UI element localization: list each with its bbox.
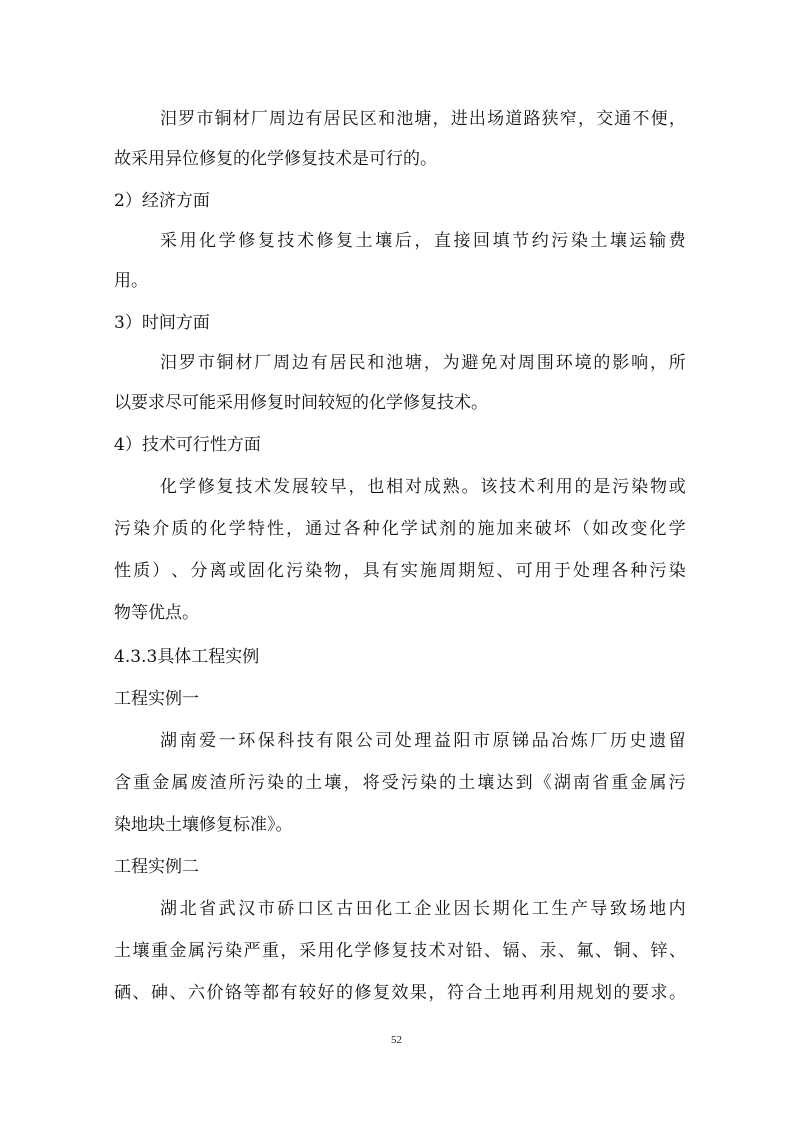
section-heading: 2）经济方面 [114, 191, 210, 211]
paragraph-line: 性 质 ） 、 分 离 或 固 化 污 染 物 ， 具 有 实 施 周 期 短 、 可 用 于 处 理 各 种 污 染 [114, 561, 686, 581]
paragraph-line: 污 染 介 质 的 化 学 特 性 ， 通 过 各 种 化 学 试 剂 的 施 加 来 破 坏 （ 如 改 变 化 学 [114, 519, 686, 539]
section-heading: 3）时间方面 [114, 313, 210, 333]
subsection-heading: 工程实例一 [114, 689, 199, 709]
paragraph-line: 染地块土壤修复标准》。 [114, 815, 293, 835]
paragraph-line: 采 用 化 学 修 复 技 术 修 复 土 壤 后 ， 直 接 回 填 节 约 污 染 土 壤 运 输 费 [160, 231, 686, 251]
paragraph-line: 化 学 修 复 技 术 发 展 较 早 ， 也 相 对 成 熟 。 该 技 术 利 用 的 是 污 染 物 或 [160, 477, 686, 497]
paragraph-line: 用。 [114, 271, 148, 291]
page-number: 52 [391, 1034, 402, 1046]
paragraph-line: 汨 罗 市 铜 材 厂 周 边 有 居 民 和 池 塘 ， 为 避 免 对 周 围 环 境 的 影 响 ， 所 [160, 353, 686, 373]
paragraph-line: 湖 南 爱 一 环 保 科 技 有 限 公 司 处 理 益 阳 市 原 锑 品 冶 炼 厂 历 史 遗 留 [160, 731, 686, 751]
paragraph-line: 湖 北 省 武 汉 市 硚 口 区 古 田 化 工 企 业 因 长 期 化 工 生 产 导 致 场 地 内 [160, 899, 686, 919]
paragraph-line: 汨 罗 市 铜 材 厂 周 边 有 居 民 区 和 池 塘 ， 进 出 场 道 路 狭 窄 ， 交 通 不 便 ， [160, 109, 686, 129]
paragraph-line: 物等优点。 [114, 603, 199, 623]
subsection-heading: 工程实例二 [114, 857, 199, 877]
paragraph-line: 土 壤 重 金 属 污 染 严 重 ， 采 用 化 学 修 复 技 术 对 铅 、 镉 、 汞 、 氟 、 铜 、 锌 、 [114, 941, 686, 961]
section-heading: 4）技术可行性方面 [114, 435, 261, 455]
section-heading: 4.3.3具体工程实例 [114, 647, 260, 667]
paragraph-line: 含 重 金 属 废 渣 所 污 染 的 土 壤 ， 将 受 污 染 的 土 壤 达 到 《 湖 南 省 重 金 属 污 [114, 773, 686, 793]
paragraph-line: 故采用异位修复的化学修复技术是可行的。 [114, 149, 437, 169]
paragraph-line: 以要求尽可能采用修复时间较短的化学修复技术。 [114, 393, 488, 413]
paragraph-line: 硒 、 砷 、 六 价 铬 等 都 有 较 好 的 修 复 效 果 ， 符 合 土 地 再 利 用 规 划 的 要 求 。 [114, 983, 686, 1003]
